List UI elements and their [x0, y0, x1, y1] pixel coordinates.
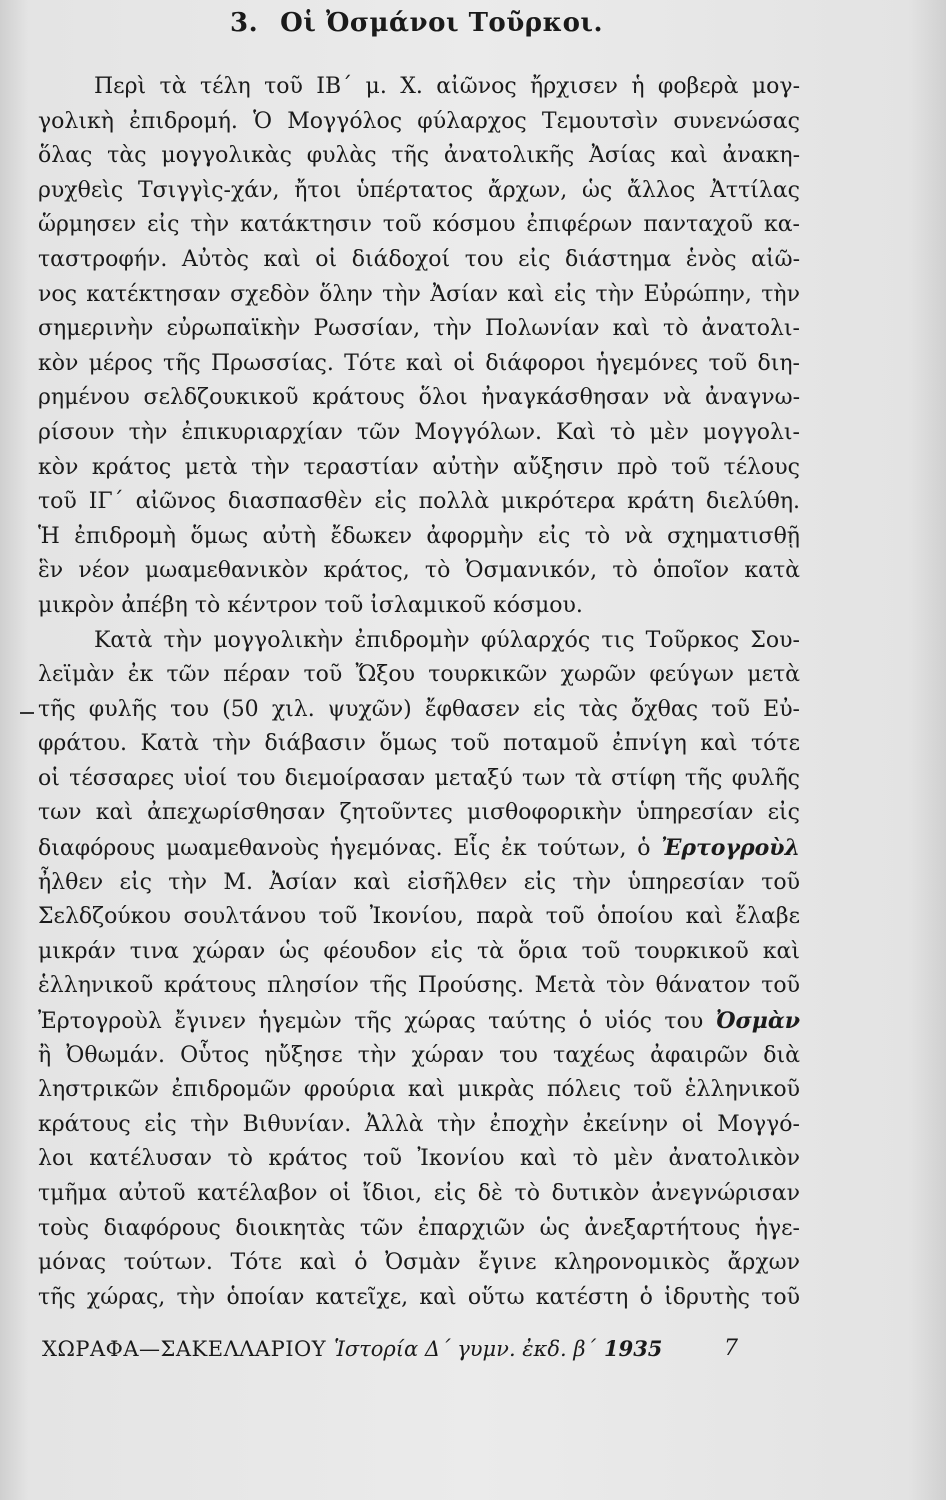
text-line: γολικὴ ἐπιδρομή. Ὁ Μογγόλος φύλαρχος Τεμουτσὶν συνενώσας [38, 108, 800, 134]
text-line: λεϊμὰν ἐκ τῶν πέραν τοῦ Ὤξου τουρκικῶν χωρῶν φεύγων μετὰ [38, 662, 800, 688]
text-line: ρημένου σελδζουκικοῦ κράτους ὅλοι ἠναγκάσθησαν νὰ ἀναγνω- [38, 385, 800, 411]
emphasized-name: Ὀσμὰν [715, 1008, 800, 1035]
margin-mark [20, 712, 34, 714]
emphasized-name: Ἐρτογροὺλ [661, 835, 800, 862]
text-line: τοῦ ΙΓ΄ αἰῶνος διασπασθὲν εἰς πολλὰ μικρότερα κράτη διελύθη. [38, 489, 800, 515]
text-line: κράτους εἰς τὴν Βιθυνίαν. Ἀλλὰ τὴν ἐποχὴν ἐκείνην οἱ Μογγό- [38, 1111, 800, 1137]
text-line: φράτου. Κατὰ τὴν διάβασιν ὅμως τοῦ ποταμοῦ ἐπνίγη καὶ τότε [38, 731, 800, 757]
footer-year: 1935 [603, 1336, 663, 1361]
text-line: ληστρικῶν ἐπιδρομῶν φρούρια καὶ μικρὰς πόλεις τοῦ ἑλληνικοῦ [38, 1077, 800, 1103]
text-line: τῆς χώρας, τὴν ὁποίαν κατεῖχε, καὶ οὕτω κατέστη ὁ ἱδρυτὴς τοῦ [38, 1284, 800, 1310]
text-line: ἢ Ὀθωμάν. Οὗτος ηὔξησε τὴν χώραν του ταχέως ἀφαιρῶν διὰ [38, 1042, 800, 1068]
text-line: τοὺς διαφόρους διοικητὰς τῶν ἐπαρχιῶν ὡς ἀνεξαρτήτους ἡγε- [38, 1215, 800, 1241]
text-line [38, 831, 800, 866]
text-line: ἦλθεν εἰς τὴν Μ. Ἀσίαν καὶ εἰσῆλθεν εἰς τὴν ὑπηρεσίαν τοῦ [38, 869, 800, 895]
text-line: κὸν κράτος μετὰ τὴν τεραστίαν αὐτὴν αὔξησιν πρὸ τοῦ τέλους [38, 454, 800, 480]
text-line: ὅλας τὰς μογγολικὰς φυλὰς τῆς ἀνατολικῆς Ἀσίας καὶ ἀνακη- [38, 143, 800, 169]
page-number: 7 [724, 1336, 738, 1361]
text-line: μικρὸν ἀπέβη τὸ κέντρον τοῦ ἰσλαμικοῦ κόσμου. [38, 592, 583, 618]
text-line: οἱ τέσσαρες υἱοί του διεμοίρασαν μεταξύ των τὰ στίφη τῆς φυλῆς [38, 765, 800, 791]
text-line: τῆς φυλῆς του (50 χιλ. ψυχῶν) ἔφθασεν εἰς τὰς ὄχθας τοῦ Εὐ- [38, 696, 800, 722]
text-line: ἑλληνικοῦ κράτους πλησίον τῆς Προύσης. Μετὰ τὸν θάνατον τοῦ [38, 973, 800, 999]
text-line: των καὶ ἀπεχωρίσθησαν ζητοῦντες μισθοφορικὴν ὑπηρεσίαν εἰς [38, 800, 800, 826]
text-line: Ἡ ἐπιδρομὴ ὅμως αὐτὴ ἔδωκεν ἀφορμὴν εἰς τὸ νὰ σχηματισθῇ [38, 523, 800, 549]
page-footer [42, 1336, 742, 1361]
text-line: νος κατέκτησαν σχεδὸν ὅλην τὴν Ἀσίαν καὶ εἰς τὴν Εὐρώπην, τὴν [38, 281, 800, 307]
body-text [38, 70, 800, 1315]
text-line-part: Ἐρτογρoὺλ ἔγινεν ἡγεμὼν τῆς χώρας ταύτης ὁ υἱός του [38, 1009, 704, 1035]
text-line: λοι κατέλυσαν τὸ κράτος τοῦ Ἰκονίου καὶ τὸ μὲν ἀνατολικὸν [38, 1146, 800, 1172]
text-line-part: διαφόρους μωαμεθανοὺς ἡγεμόνας. Εἷς ἐκ τούτων, ὁ [38, 836, 651, 862]
text-line: ταστροφήν. Αὐτὸς καὶ οἱ διάδοχοί του εἰς διάστημα ἑνὸς αἰῶ- [38, 246, 800, 272]
section-heading [230, 8, 603, 38]
text-line: ὥρμησεν εἰς τὴν κατάκτησιν τοῦ κόσμου ἐπιφέρων πανταχοῦ κα- [38, 212, 800, 238]
text-line: ἓν νέον μωαμεθανικὸν κράτος, τὸ Ὀσμανικόν, τὸ ὁποῖον κατὰ [38, 558, 800, 584]
text-line: σημερινὴν εὐρωπαϊκὴν Ρωσσίαν, τὴν Πολωνίαν καὶ τὸ ἀνατολι- [38, 316, 800, 342]
text-line: ρυχθεὶς Τσιγγὶς-χάν, ἤτοι ὑπέρτατος ἄρχων, ὡς ἄλλος Ἀττίλας [38, 177, 800, 203]
text-line: μικράν τινα χώραν ὡς φέουδον εἰς τὰ ὅρια τοῦ τουρκικοῦ καὶ [38, 938, 800, 964]
footer-authors: ΧΩΡΑΦΑ—ΣΑΚΕΛΛΑΡΙΟΥ [42, 1337, 327, 1361]
text-line [38, 1004, 800, 1039]
text-line: ρίσουν τὴν ἐπικυριαρχίαν τῶν Μογγόλων. Καὶ τὸ μὲν μογγολι- [38, 419, 800, 445]
section-number: 3. [230, 8, 259, 38]
text-line: Σελδζούκου σουλτάνου τοῦ Ἰκονίου, παρὰ τοῦ ὁποίου καὶ ἔλαβε [38, 904, 800, 930]
text-line: τμῆμα αὐτοῦ κατέλαβον οἱ ἴδιοι, εἰς δὲ τὸ δυτικὸν ἀνεγνώρισαν [38, 1181, 800, 1206]
text-line: μόνας τούτων. Τότε καὶ ὁ Ὀσμὰν ἔγινε κληρονομικὸς ἄρχων [38, 1250, 800, 1276]
text-line: Περὶ τὰ τέλη τοῦ ΙΒ΄ μ. Χ. αἰῶνος ἤρχισεν ἡ φοβερὰ μογ- [94, 74, 800, 99]
text-line: Κατὰ τὴν μογγολικὴν ἐπιδρομὴν φύλαρχός τις Τοῦρκος Σου- [94, 627, 800, 653]
text-line: κὸν μέρος τῆς Πρωσσίας. Τότε καὶ οἱ διάφοροι ἡγεμόνες τοῦ διη- [38, 350, 800, 376]
footer-book-title: Ἱστορία Δ΄ γυμν. ἐκδ. β΄ [334, 1337, 596, 1361]
section-title: Οἱ Ὀσμάνοι Τοῦρκοι. [280, 8, 604, 38]
